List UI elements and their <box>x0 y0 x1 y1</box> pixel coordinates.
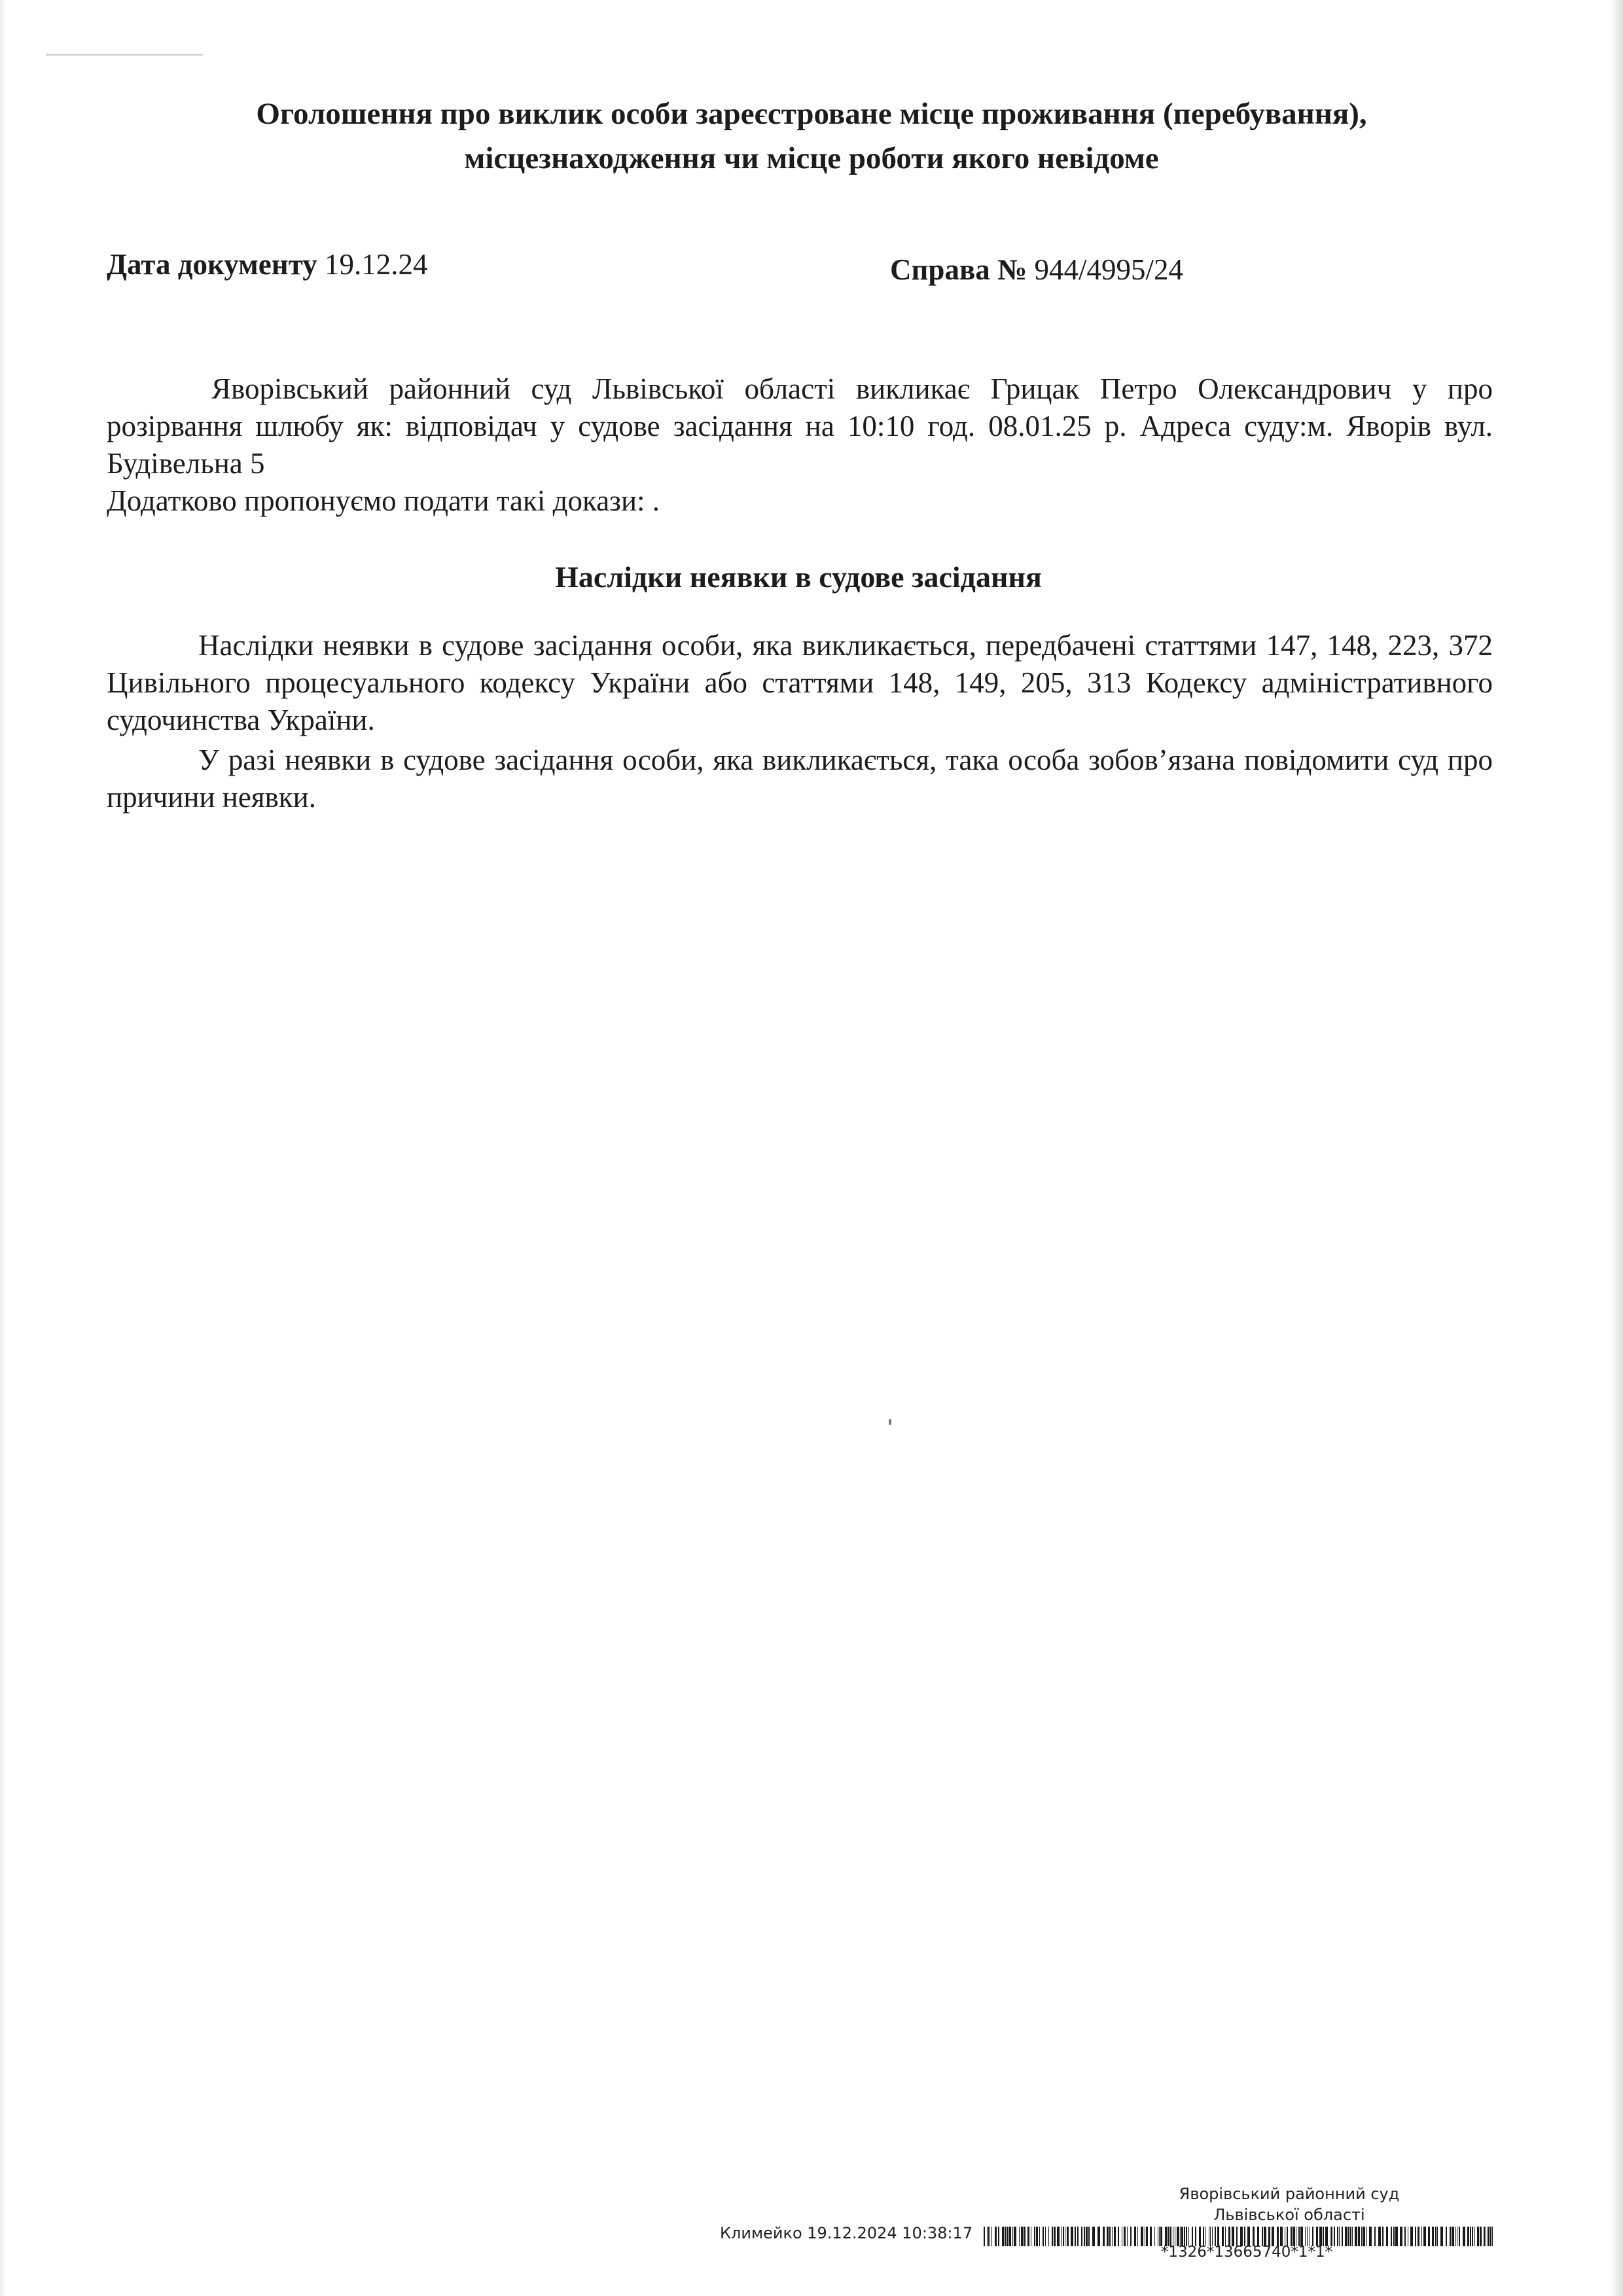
barcode-bar <box>1043 2227 1044 2246</box>
scan-artifact <box>46 54 203 56</box>
case-number <box>890 253 1183 287</box>
barcode-bar <box>1118 2227 1119 2246</box>
barcode-bar <box>1124 2227 1126 2246</box>
barcode-bar <box>1024 2227 1026 2246</box>
barcode-bar <box>1393 2227 1395 2246</box>
barcode-bar <box>1369 2227 1372 2246</box>
barcode-bar <box>1423 2227 1426 2246</box>
barcode-bar <box>1421 2227 1422 2246</box>
evidence-paragraph: Додатково пропонуємо подати такі докази: . <box>107 484 660 517</box>
barcode-bar <box>1484 2227 1485 2246</box>
barcode-bar <box>1386 2227 1388 2246</box>
barcode-bar <box>1363 2227 1365 2246</box>
barcode-bar <box>1086 2227 1088 2246</box>
barcode-bar <box>1021 2227 1024 2246</box>
document-title <box>105 92 1518 181</box>
barcode-bar <box>1112 2227 1113 2246</box>
barcode-bar <box>1463 2227 1465 2246</box>
clerk-stamp: Климейко 19.12.2024 10:38:17 <box>720 2224 973 2242</box>
scan-edge-left <box>0 0 5 2296</box>
barcode-bar <box>1410 2227 1413 2246</box>
barcode-bar <box>1061 2227 1062 2246</box>
barcode-bar <box>1452 2227 1454 2246</box>
barcode-bar <box>1470 2227 1471 2246</box>
scan-speck <box>889 1419 891 1425</box>
footer-court-name <box>1086 2183 1492 2225</box>
barcode-bar <box>1063 2227 1064 2246</box>
barcode-bar <box>1374 2227 1376 2246</box>
barcode-bar <box>1366 2227 1367 2246</box>
barcode-bar <box>1045 2227 1046 2246</box>
barcode-bar <box>995 2227 997 2246</box>
case-value: 944/4995/24 <box>1034 253 1183 286</box>
barcode-bar <box>988 2227 990 2246</box>
barcode-bar <box>1103 2227 1105 2246</box>
barcode-bar <box>1009 2227 1011 2246</box>
barcode-bar <box>1492 2227 1493 2246</box>
barcode-bar <box>1472 2227 1473 2246</box>
barcode-bar <box>1459 2227 1460 2246</box>
notify-paragraph: У разі неявки в судове засідання особи, яка викликається, така особа зобов’язана повідомити суд про причини неявки. <box>107 744 1493 814</box>
barcode-bar <box>987 2227 988 2246</box>
barcode-bar <box>991 2227 992 2246</box>
barcode-bar <box>1057 2227 1060 2246</box>
barcode-bar <box>1474 2227 1475 2246</box>
case-label: Справа № <box>890 253 1027 286</box>
barcode-bar <box>1383 2227 1384 2246</box>
barcode-bar <box>1418 2227 1419 2246</box>
barcode-bar <box>1378 2227 1381 2246</box>
barcode-bar <box>1034 2227 1035 2246</box>
footer-court-line-1: Яворівський районний суд <box>1179 2185 1400 2203</box>
barcode-bar <box>1019 2227 1020 2246</box>
barcode-bar <box>1440 2227 1443 2246</box>
barcode-bar <box>1400 2227 1402 2246</box>
title-line-2: місцезнаходження чи місце роботи якого невідоме <box>464 141 1159 175</box>
barcode-bar <box>1134 2227 1136 2246</box>
barcode-bar <box>1054 2227 1056 2246</box>
barcode-bar <box>1382 2227 1383 2246</box>
barcode-bar <box>1092 2227 1095 2246</box>
summons-paragraph: Яворівський районний суд Львівської області викликає Грицак Петро Олександрович у про розірвання шлюбу як: відповідач у судове засідання на 10:10 год. 08.01.25 р. Адреса суду:м. Яворів вул. Будівельна 5 <box>107 372 1493 480</box>
barcode-bar <box>1071 2227 1073 2246</box>
barcode-bar <box>1107 2227 1109 2246</box>
barcode-bar <box>1488 2227 1489 2246</box>
barcode-bar <box>1489 2227 1491 2246</box>
barcode-bar <box>1077 2227 1079 2246</box>
barcode-bar <box>1480 2227 1482 2246</box>
barcode-bar <box>1088 2227 1090 2246</box>
barcode-bar <box>1007 2227 1008 2246</box>
barcode-bar <box>998 2227 999 2246</box>
barcode-bar <box>1467 2227 1469 2246</box>
footer-court-line-2: Львівської області <box>1213 2206 1365 2224</box>
barcode-bar <box>1435 2227 1436 2246</box>
barcode-bar <box>1446 2227 1447 2246</box>
barcode-bar <box>1067 2227 1069 2246</box>
barcode-bar <box>1137 2227 1138 2246</box>
barcode-bar <box>1109 2227 1111 2246</box>
barcode-bar <box>1355 2227 1357 2246</box>
barcode-bar <box>1436 2227 1438 2246</box>
barcode-bar <box>1002 2227 1004 2246</box>
consequences-paragraph: Наслідки неявки в судове засідання особи, яка викликається, передбачені статтями 147, 148, 223, 372 Цивільного процесуального кодексу України або статтями 148, 149, 205, 313 Кодексу адміністративного судочинства України. <box>107 629 1493 736</box>
barcode-bar <box>1081 2227 1082 2246</box>
barcode-bar <box>1027 2227 1029 2246</box>
barcode-bar <box>1432 2227 1434 2246</box>
barcode-bar <box>1450 2227 1451 2246</box>
barcode-bar <box>1039 2227 1040 2246</box>
section-title: Наслідки неявки в судове засідання <box>555 560 1042 594</box>
barcode-bar <box>1036 2227 1038 2246</box>
barcode-bar <box>1084 2227 1085 2246</box>
barcode-bar <box>1455 2227 1456 2246</box>
barcode-bar <box>1114 2227 1116 2246</box>
barcode-bar <box>1052 2227 1053 2246</box>
barcode-bar <box>984 2227 985 2246</box>
barcode-bar <box>1477 2227 1479 2246</box>
barcode-bar <box>1358 2227 1360 2246</box>
barcode-bar <box>1361 2227 1363 2246</box>
barcode-bar <box>1005 2227 1006 2246</box>
date-label: Дата документу <box>107 248 317 281</box>
barcode-bar <box>1415 2227 1416 2246</box>
barcode-bar <box>1428 2227 1430 2246</box>
barcode-bar <box>1395 2227 1398 2246</box>
barcode-bar <box>1097 2227 1100 2246</box>
document-date <box>107 247 427 281</box>
barcode-bar <box>1012 2227 1013 2246</box>
barcode-bar <box>1391 2227 1392 2246</box>
barcode-code: *1326*13665740*1*1* <box>1160 2244 1333 2261</box>
barcode-bar <box>1404 2227 1406 2246</box>
barcode-bar <box>1014 2227 1016 2246</box>
barcode-bar <box>1075 2227 1076 2246</box>
title-line-1: Оголошення про виклик особи зареєстроване місце проживання (перебування), <box>256 97 1367 131</box>
date-value: 19.12.24 <box>324 248 428 281</box>
barcode-bar <box>1130 2227 1132 2246</box>
barcode-bar <box>1127 2227 1128 2246</box>
scan-edge-right <box>1611 0 1623 2296</box>
barcode-bar <box>1048 2227 1049 2246</box>
document-meta <box>107 247 1494 289</box>
